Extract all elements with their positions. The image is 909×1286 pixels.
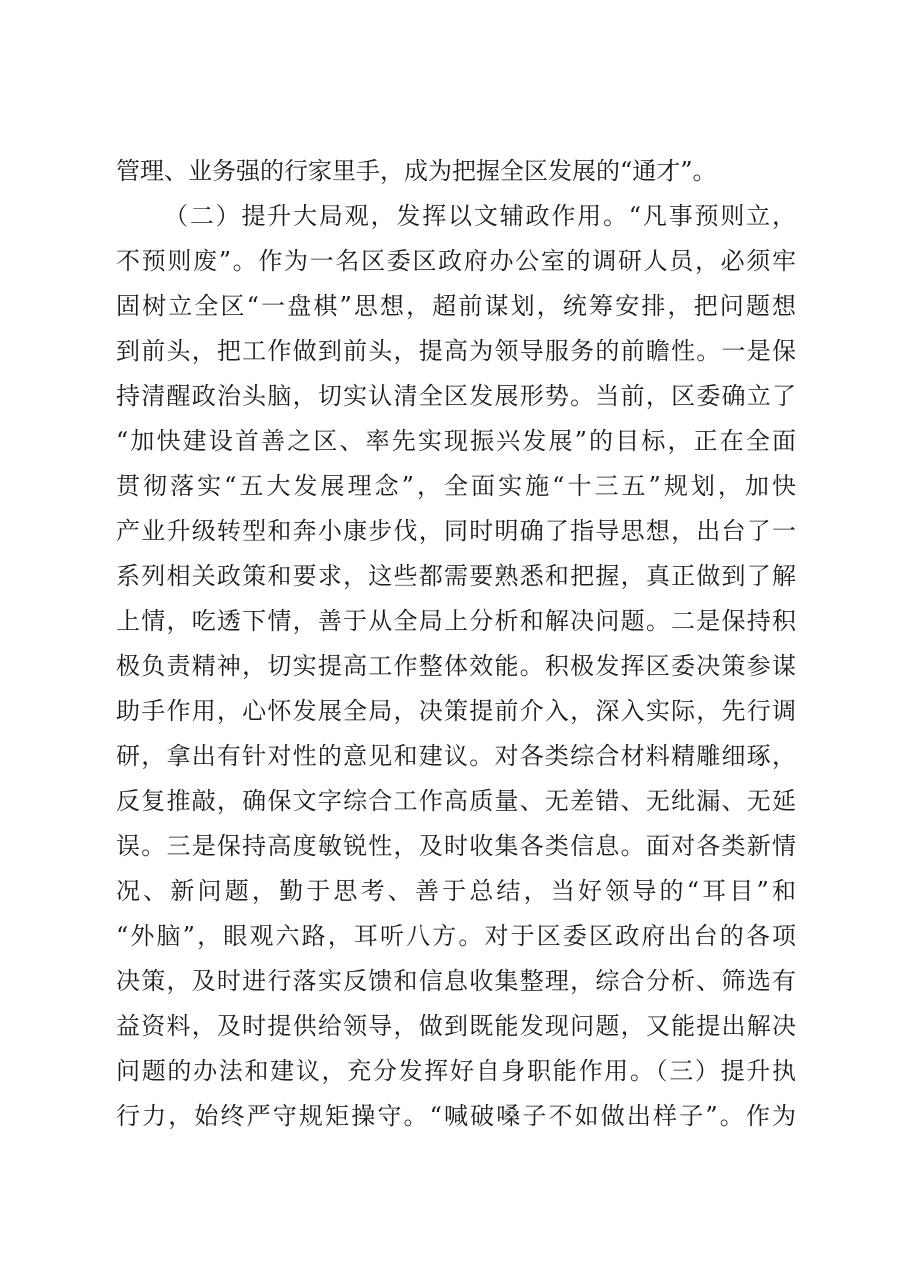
text-line: 研，拿出有针对性的意见和建议。对各类综合材料精雕细琢，	[116, 742, 796, 770]
text-line: 贯彻落实“五大发展理念”，全面实施“十三五”规划，加快	[116, 472, 796, 500]
text-line: 反复推敲，确保文字综合工作高质量、无差错、无纰漏、无延	[116, 787, 796, 815]
text-line: 行力，始终严守规矩操守。“喊破嗓子不如做出样子”。作为	[116, 1102, 796, 1130]
text-line: 产业升级转型和奔小康步伐，同时明确了指导思想，出台了一	[116, 517, 796, 545]
text-line: “加快建设首善之区、率先实现振兴发展”的目标，正在全面	[116, 427, 796, 455]
text-line: 管理、业务强的行家里手，成为把握全区发展的“通才”。	[116, 157, 717, 185]
text-line: 持清醒政治头脑，切实认清全区发展形势。当前，区委确立了	[116, 382, 796, 410]
body-text	[116, 149, 796, 1139]
text-line: 助手作用，心怀发展全局，决策提前介入，深入实际，先行调	[116, 697, 796, 725]
text-line: 固树立全区“一盘棋”思想，超前谋划，统筹安排，把问题想	[116, 292, 796, 320]
text-line: 误。三是保持高度敏锐性，及时收集各类信息。面对各类新情	[116, 832, 796, 860]
text-line: 到前头，把工作做到前头，提高为领导服务的前瞻性。一是保	[116, 337, 796, 365]
text-line: 不预则废”。作为一名区委区政府办公室的调研人员，必须牢	[116, 247, 796, 275]
text-line: 况、新问题，勤于思考、善于总结，当好领导的“耳目”和	[116, 877, 796, 905]
text-line: 益资料，及时提供给领导，做到既能发现问题，又能提出解决	[116, 1012, 796, 1040]
text-line: 极负责精神，切实提高工作整体效能。积极发挥区委决策参谋	[116, 652, 796, 680]
text-line: 上情，吃透下情，善于从全局上分析和解决问题。二是保持积	[116, 607, 796, 635]
text-line: “外脑”，眼观六路，耳听八方。对于区委区政府出台的各项	[116, 922, 796, 950]
text-line: （二）提升大局观，发挥以文辅政作用。“凡事预则立，	[164, 202, 796, 230]
text-line: 系列相关政策和要求，这些都需要熟悉和把握，真正做到了解	[116, 562, 796, 590]
text-line: 问题的办法和建议，充分发挥好自身职能作用。（三）提升执	[116, 1057, 796, 1085]
text-line: 决策，及时进行落实反馈和信息收集整理，综合分析、筛选有	[116, 967, 796, 995]
